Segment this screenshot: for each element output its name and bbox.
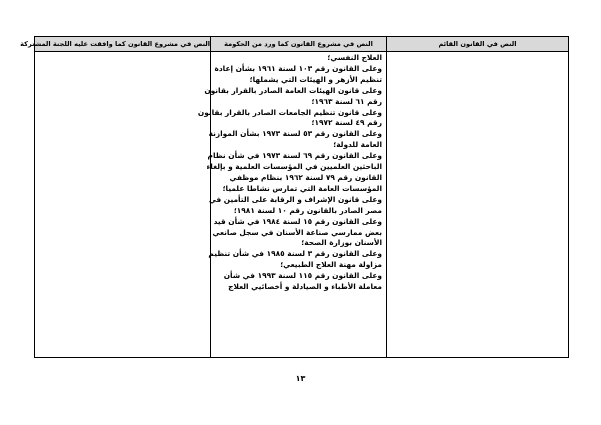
text-line: وعلى القانون رقم ٥٣ لسنة ١٩٧٣ بشأن الموازنة: [208, 129, 382, 139]
text-line: العلاج النفسي؛: [327, 53, 382, 62]
text-line: وعلى القانون رقم ٣ لسنة ١٩٨٥ في شأن تنظيم: [208, 249, 382, 259]
text-line: رقم ٤٩ لسنة ١٩٧٢؛: [311, 118, 382, 128]
page-number: ١٣: [295, 374, 306, 383]
text-line: وعلى قانون الهيئات العامة الصادر بالقرار بقانون: [204, 85, 382, 95]
table-header-row: [35, 37, 569, 52]
header-government-draft: النص في مشروع القانون كما ورد من الحكومة: [211, 37, 387, 52]
text-line: الأسنان بوزارة الصحة؛: [301, 238, 382, 248]
table-row: [35, 52, 569, 358]
text-line: مزاولة مهنة العلاج الطبيعي؛: [280, 260, 382, 270]
text-line: وعلى القانون رقم ١٠٣ لسنة ١٩٦١ بشأن إعادة: [214, 63, 382, 73]
text-line: معاملة الأطباء و الصيادلة و أخصائيي العلاج: [228, 282, 382, 292]
existing-law-cell: [387, 52, 569, 358]
committee-approved-cell: [35, 52, 211, 358]
header-committee-approved: النص في مشروع القانون كما وافقت عليه اللجنة المشتركة: [35, 37, 211, 52]
text-line: وعلى القانون رقم ١١٥ لسنة ١٩٩٣ في شأن: [223, 271, 382, 281]
text-line: تنظيم الأزهر و الهيئات التي يشملها؛: [249, 74, 382, 84]
text-line: وعلى القانون رقم ١٥ لسنة ١٩٨٤ في شأن قيد: [213, 216, 382, 226]
header-existing-law: النص في القانون القائم: [387, 37, 569, 52]
text-line: رقم ٦١ لسنة ١٩٦٣؛: [311, 96, 382, 106]
text-line: بعض ممارسي صناعة الأسنان في سجل صانعي: [212, 227, 382, 237]
text-line: الباحثين العلميين في المؤسسات العلمية و بإلغاء: [206, 162, 382, 172]
text-line: وعلى قانون الإشراف و الرقابة على التأمين في: [208, 194, 382, 204]
text-line: المؤسسات العامة التي تمارس نشاطا علميا؛: [222, 183, 382, 193]
government-draft-cell: [197, 52, 387, 358]
text-line: وعلى قانون تنظيم الجامعات الصادر بالقرار بقانون: [197, 107, 382, 117]
text-line: وعلى القانون رقم ٦٩ لسنة ١٩٧٣ في شأن نظام: [207, 151, 382, 161]
text-line: القانون رقم ٧٩ لسنة ١٩٦٢ بنظام موظفي: [229, 172, 382, 182]
text-line: العامة للدولة؛: [333, 140, 382, 150]
text-line: مصر الصادر بالقانون رقم ١٠ لسنة ١٩٨١؛: [233, 205, 382, 215]
comparison-table: [20, 36, 569, 358]
